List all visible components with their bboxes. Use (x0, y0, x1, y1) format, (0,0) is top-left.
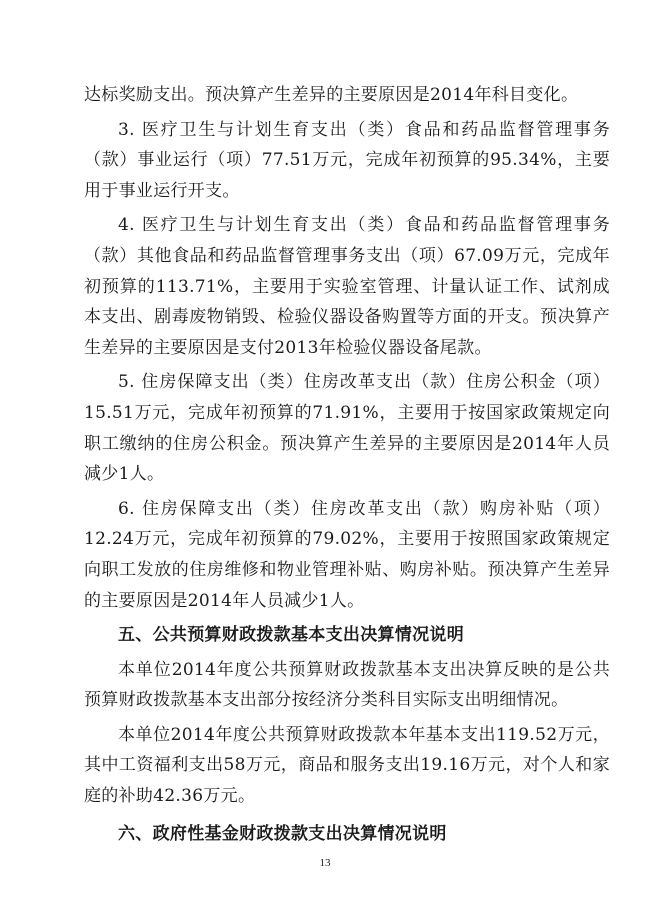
paragraph-item-4: 4. 医疗卫生与计划生育支出（类）食品和药品监督管理事务（款）其他食品和药品监督管理事务支出（项）67.09万元，完成年初预算的113.71%，主要用于实验室管理、计量认证工作、试剂成本支出、剧毒废物销毁、检验仪器设备购置等方面的开支。预决算产生差异的主要原因是支付2013年检验仪器设备尾款。 (84, 215, 610, 358)
paragraph-item-5: 5. 住房保障支出（类）住房改革支出（款）住房公积金（项）15.51万元，完成年初预算的71.91%，主要用于按国家政策规定向职工缴纳的住房公积金。预决算产生差异的主要原因是2014年人员减少1人。 (84, 372, 610, 485)
section-heading-5: 五、公共预算财政拨款基本支出决算情况说明 (118, 625, 464, 646)
paragraph-item-6: 6. 住房保障支出（类）住房改革支出（款）购房补贴（项）12.24万元，完成年初预算的79.02%，主要用于按照国家政策规定向职工发放的住房维修和物业管理补贴、购房补贴。预决算产生差异的主要原因是2014年人员减少1人。 (84, 498, 610, 611)
paragraph-basic-expenditure-detail: 本单位2014年度公共预算财政拨款本年基本支出119.52万元，其中工资福利支出58万元，商品和服务支出19.16万元，对个人和家庭的补助42.36万元。 (84, 724, 610, 807)
document-body (84, 80, 610, 849)
paragraph-item-3: 3. 医疗卫生与计划生育支出（类）食品和药品监督管理事务（款）事业运行（项）77.51万元，完成年初预算的95.34%，主要用于事业运行开支。 (84, 119, 610, 201)
paragraph-continuation: 达标奖励支出。预决算产生差异的主要原因是2014年科目变化。 (84, 85, 579, 105)
section-heading-6: 六、政府性基金财政拨款支出决算情况说明 (118, 823, 447, 844)
paragraph-basic-expenditure-intro: 本单位2014年度公共预算财政拨款基本支出决算反映的是公共预算财政拨款基本支出部分按经济分类科目实际支出明细情况。 (84, 659, 610, 711)
page-number: 13 (319, 857, 331, 869)
